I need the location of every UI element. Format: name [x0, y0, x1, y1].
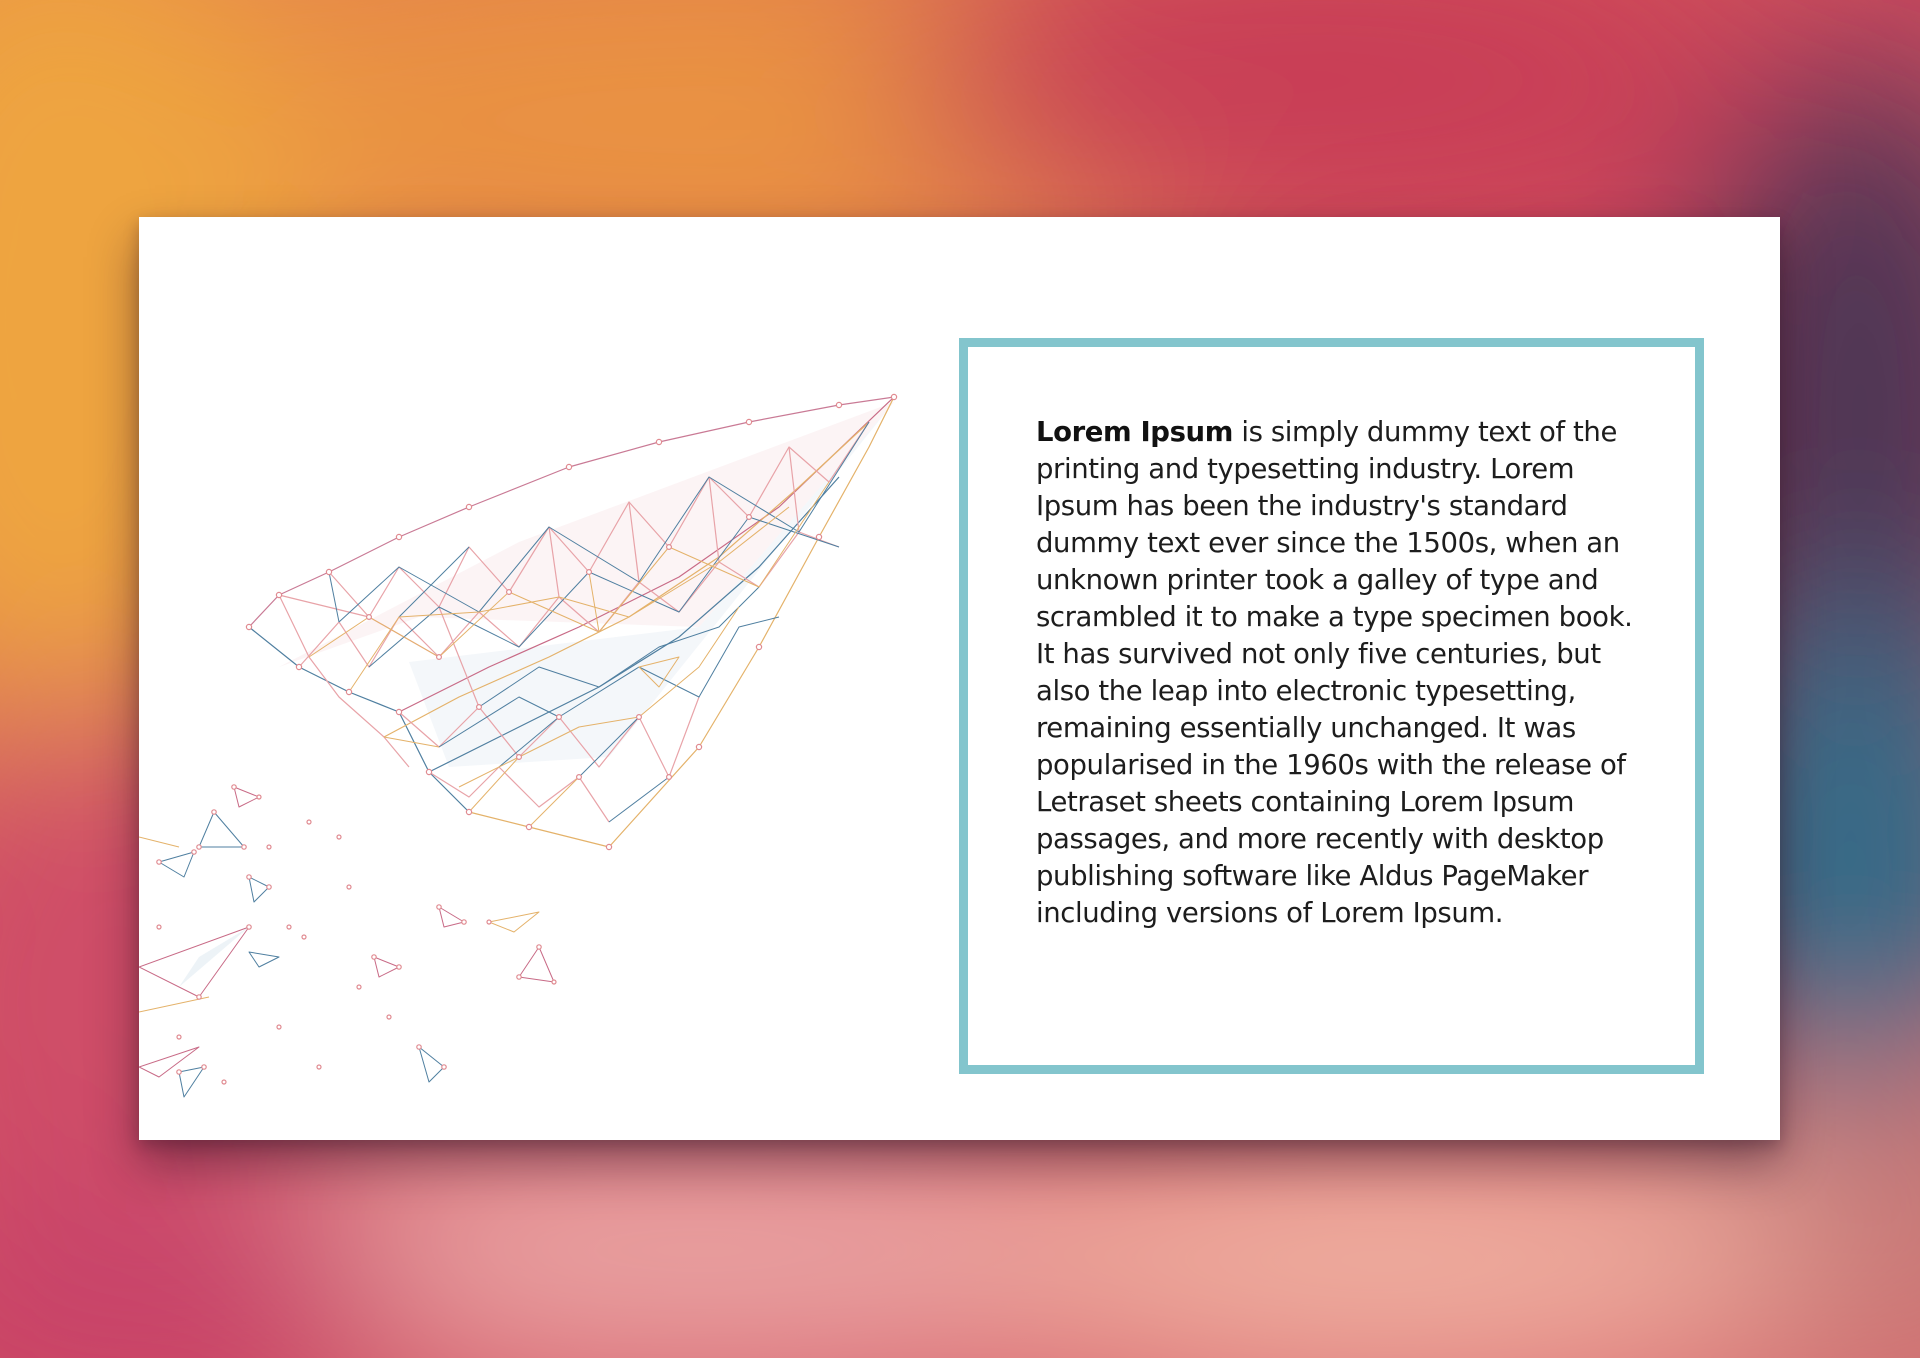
paper-plane-polygon-icon [139, 367, 919, 1127]
text-box-frame [959, 338, 1704, 1074]
description-body: is simply dummy text of the printing and typesetting industry. Lorem Ipsum has been the industry's standard dummy text ever since the 1500s, when an unknown printer took a galley of type and scrambled it to make a type specimen book. It has survived not only five centuries, but also the leap into electronic typesetting, remaining essentially unchanged. It was popularised in the 1960s with the release of Letraset sheets containing Lorem Ipsum passages, and more recently with desktop publishing software like Aldus PageMaker including versions of Lorem Ipsum. [1036, 416, 1633, 929]
slide-card [139, 217, 1780, 1140]
description-paragraph [1036, 414, 1636, 932]
description-heading: Lorem Ipsum [1036, 416, 1233, 448]
